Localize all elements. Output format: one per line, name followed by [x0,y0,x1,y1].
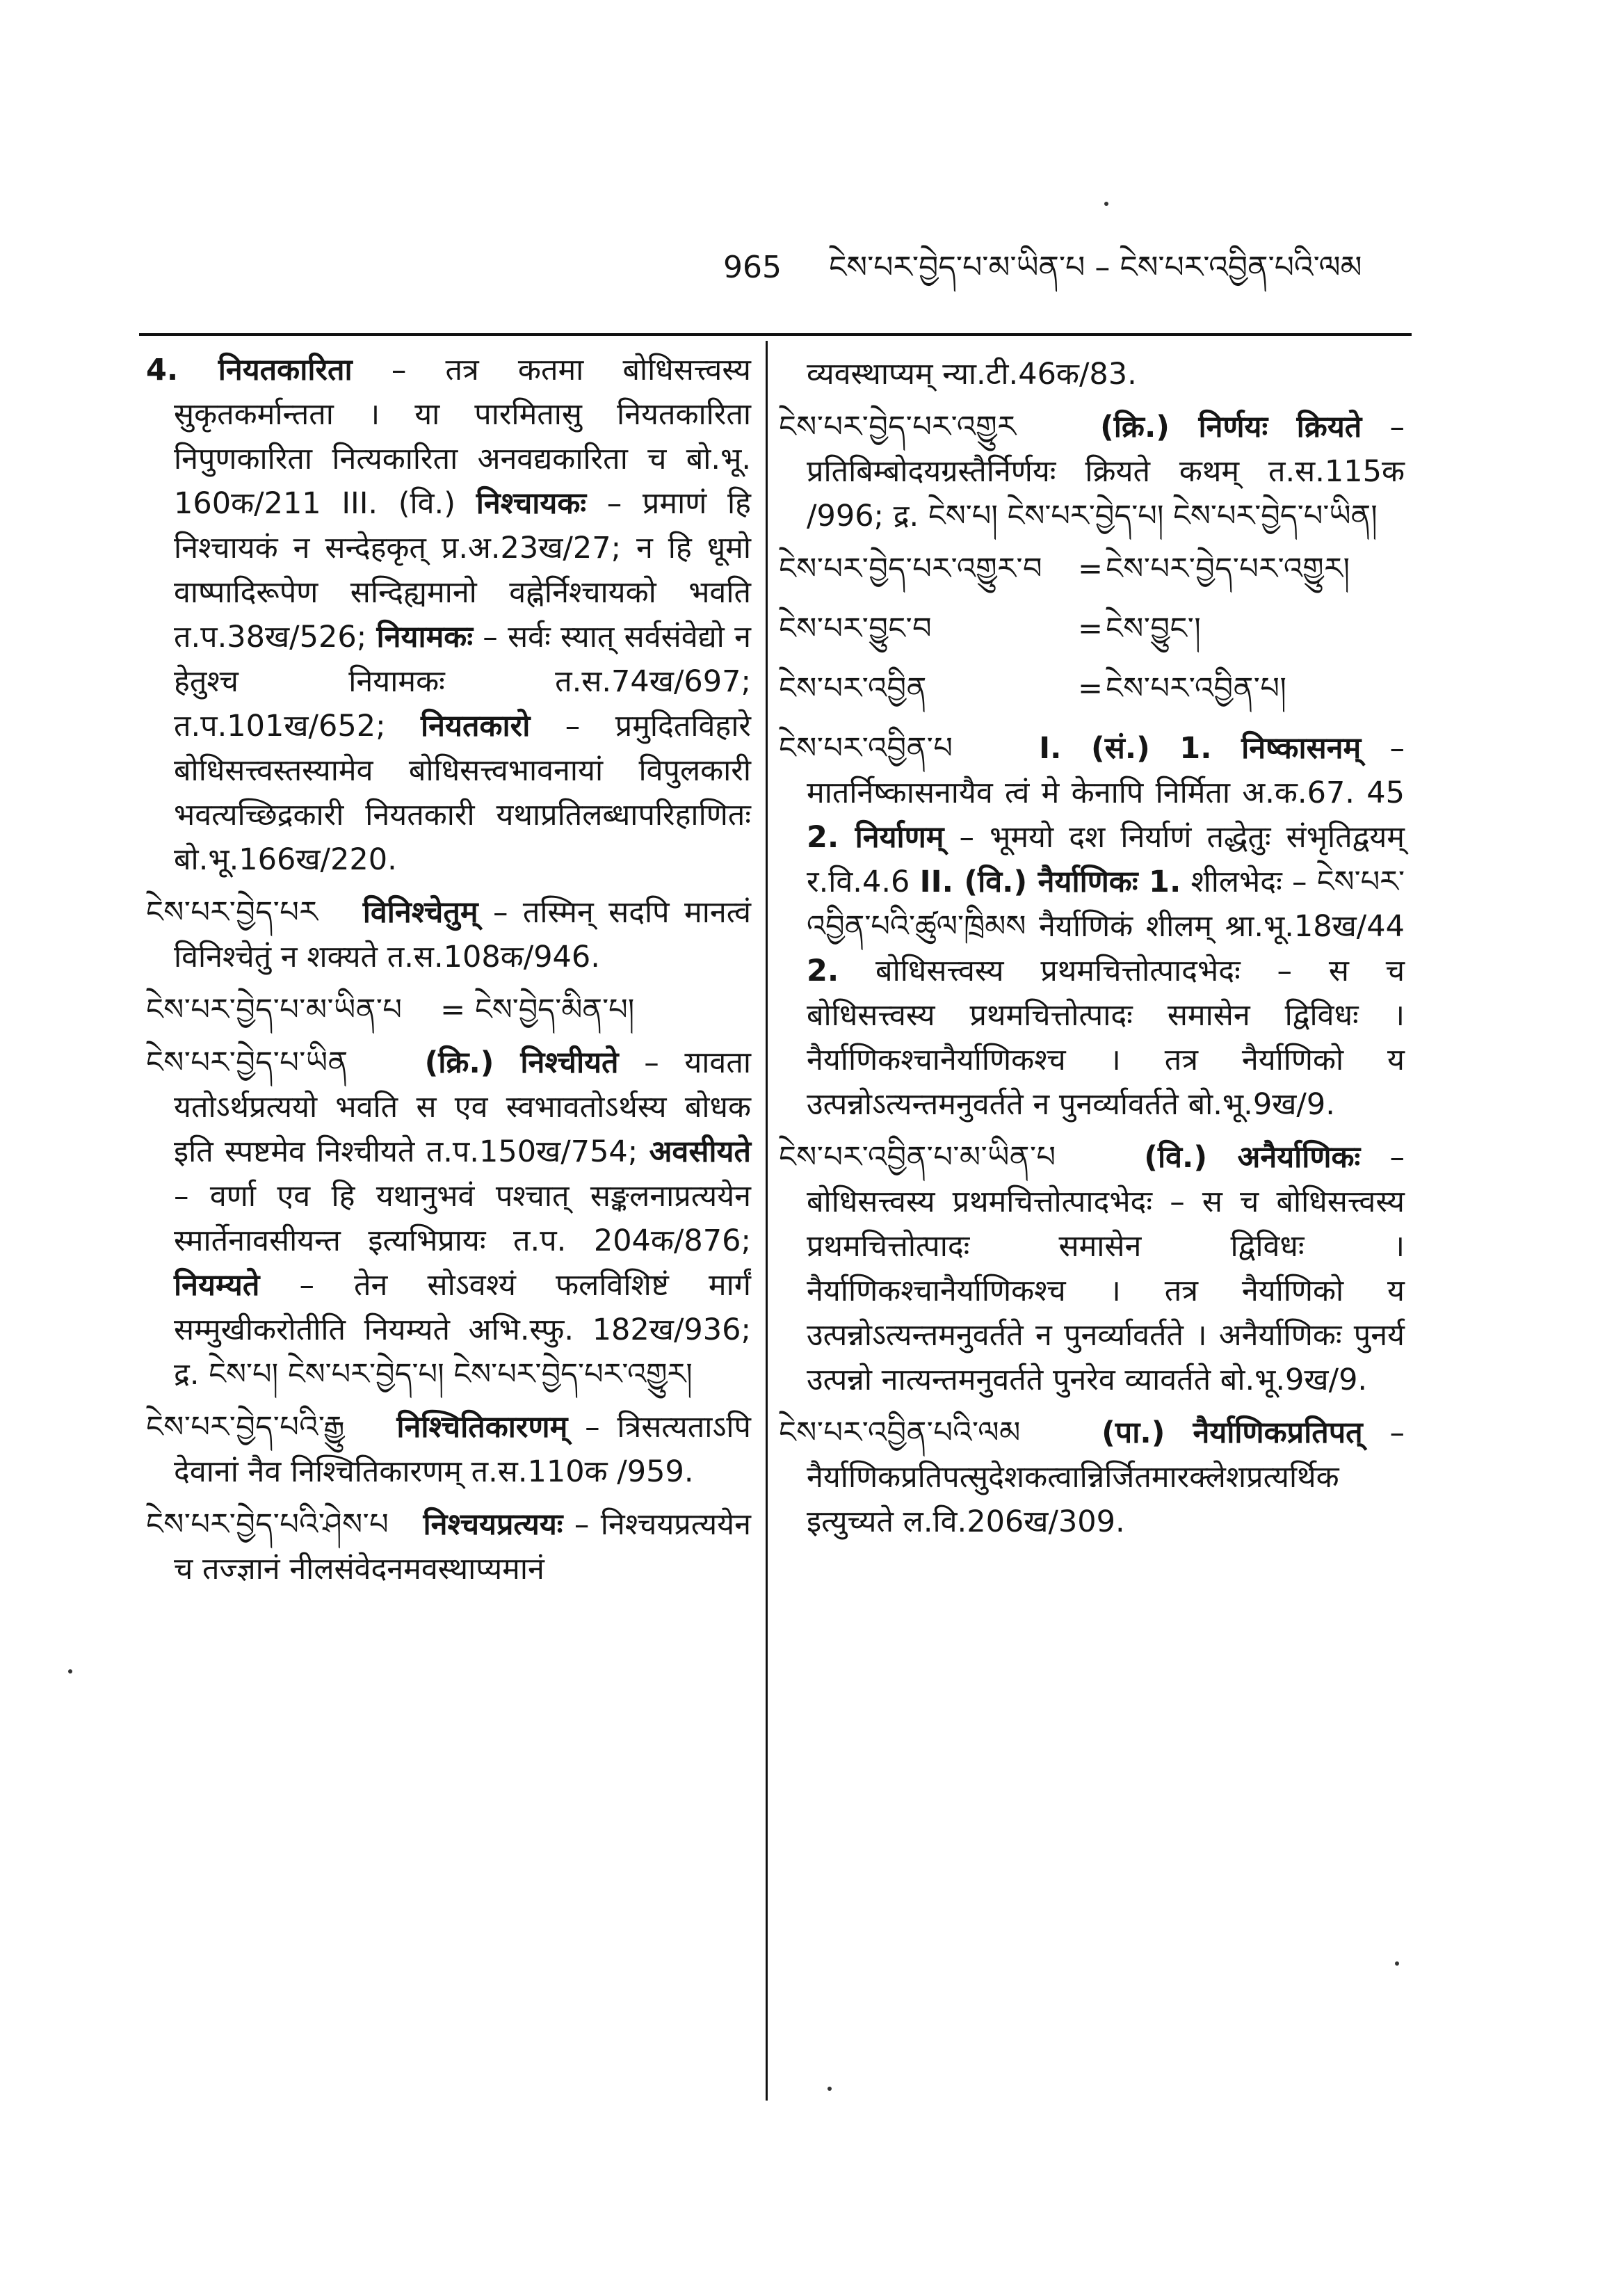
scan-speck [827,2087,832,2091]
entry-nishciyate: ངེས་པར་བྱེད་པ་ཡིན (क्रि.) निश्चीयते – यावता यतोऽर्थप्रत्ययो भवति स एव स्वभावतोऽर्थस्य बोधक इति स्पष्टमेव निश्चीयते त.प.150ख/754; अवसीयते – वर्णा एव हि यथानुभवं पश्चात् सङ्कलनाप्रत्ययेन स्मार्तेनावसीयन्त इत्यभिप्रायः त.प. 204क/876; नियम्यते – तेन सोऽवश्यं फलविशिष्टं मार्गं सम्मुखीकरोतीति नियम्यते अभि.स्फु. 182ख/936; द्र. ངེས་པ། ངེས་པར་བྱེད་པ། ངེས་པར་བྱེད་པར་འགྱུར། [146,1045,751,1392]
header-title: ངེས་པར་བྱེད་པ་མ་ཡིན་པ – ངེས་པར་འབྱིན་པའི་ལམ [828,250,1362,285]
entry-anairyanikah: ངེས་པར་འབྱིན་པ་མ་ཡིན་པ (वि.) अनैर्याणिकः – बोधिसत्त्वस्य प्रथमचित्तोत्पादभेदः – स च बोधिसत्त्वस्य प्रथमचित्तोत्पादः समासेन द्विविधः । नैर्याणिकश्चानैर्याणिकश्च । तत्र नैर्याणिको य उत्पन्नोऽत्यन्तमनुवर्तते न पुनर्व्यावर्तते । अनैर्याणिकः पुनर्य उत्पन्नो नात्यन्तमनुवर्तते पुनरेव व्यावर्तते बो.भू.9ख/9. [779,1140,1405,1397]
right-column [779,352,1405,1552]
continuation-line: व्यवस्थाप्यम् न्या.टी.46क/83. [807,357,1137,392]
equivalence-row: ངེས་པར་འབྱིན =ངེས་པར་འབྱིན་པ། [779,671,1287,706]
entry-nairyanikapratipat: ངེས་པར་འབྱིན་པའི་ལམ (पा.) नैर्याणिकप्रतिपत् – नैर्याणिकप्रतिपत्सुदेशकत्वान्निर्जितमारक्लेशप्रत्यर्थिक इत्युच्यते ल.वि.206ख/309. [779,1415,1405,1539]
equivalence-row: ངེས་པར་བྱེད་པར་འགྱུར་བ =ངེས་པར་བྱེད་པར་འགྱུར། [779,552,1350,586]
entry-cross-reference: ངེས་པར་བྱེད་པ་མ་ཡིན་པ = ངེས་བྱེད་མིན་པ། [146,993,635,1027]
scan-speck [1395,1961,1399,1966]
entry-vinishcetum: ངེས་པར་བྱེད་པར विनिश्चेतुम् – तस्मिन् सदपि मानत्वं विनिश्चेतुं न शक्यते त.स.108क/946. [146,895,751,974]
scan-speck [1104,202,1108,206]
equivalence-list [779,547,1405,711]
page-number: 965 [723,250,782,285]
left-column [146,348,751,1600]
entry-niyatakarita: 4. नियतकारिता – तत्र कतमा बोधिसत्त्वस्य सुकृतकर्मान्तता । या पारमितासु नियतकारिता निपुणकारिता नित्यकारिता अनवद्यकारिता च बो.भू. 160क/211 III. (वि.) निश्चायकः – प्रमाणं हि निश्चायकं न सन्देहकृत् प्र.अ.23ख/27; न हि धूमो वाष्पादिरूपेण सन्दिह्यमानो वह्नेर्निश्चायको भवति त.प.38ख/526; नियामकः – सर्वः स्यात् सर्वसंवेद्यो न हेतुश्च नियामकः त.स.74ख/697; त.प.101ख/652; नियतकारो – प्रमुदितविहारे बोधिसत्त्वस्तस्यामेव बोधिसत्त्वभावनायां विपुलकारी भवत्यच्छिद्रकारी नियतकारी यथाप्रतिलब्धापरिहाणितः बो.भू.166ख/220. [146,353,751,877]
scan-speck [68,1669,72,1673]
entry-nishcayapratyayah: ངེས་པར་བྱེད་པའི་ཤེས་པ निश्चयप्रत्ययः – निश्चयप्रत्ययेन च तज्ज्ञानं नीलसंवेदनमवस्थाप्यमानं [146,1507,751,1587]
header-rule [139,333,1412,336]
entry-nishkasanam: ངེས་པར་འབྱིན་པ I. (सं.) 1. निष्कासनम् – मातर्निष्कासनायैव त्वं मे केनापि निर्मिता अ.क.67. 45 2. निर्याणम् – भूमयो दश निर्याणं तद्धेतुः संभृतिद्वयम् र.वि.4.6 II. (वि.) नैर्याणिकः 1. शीलभेदः – ངེས་པར་འབྱིན་པའི་ཚུལ་ཁྲིམས नैर्याणिकं शीलम् श्रा.भू.18ख/44 2. बोधिसत्त्वस्य प्रथमचित्तोत्पादभेदः – स च बोधिसत्त्वस्य प्रथमचित्तोत्पादः समासेन द्विविधः । नैर्याणिकश्चानैर्याणिकश्च । तत्र नैर्याणिको य उत्पन्नोऽत्यन्तमनुवर्तते न पुनर्व्यावर्तते बो.भू.9ख/9. [779,731,1405,1122]
entry-nishcitikaranam: ངེས་པར་བྱེད་པའི་རྒྱུ निश्चितिकारणम् – त्रिसत्यताऽपि देवानां नैव निश्चितिकारणम् त.स.110क /959. [146,1410,751,1489]
equivalence-row: ངེས་པར་བྱུང་བ =ངེས་བྱུང་། [779,611,1202,646]
running-header [723,247,1419,289]
column-divider [766,341,768,2101]
entry-nirnayah-kriyate: ངེས་པར་བྱེད་པར་འགྱུར (क्रि.) निर्णयः क्रियते – प्रतिबिम्बोदयग्रस्तैर्निर्णयः क्रियते कथम् त.स.115क /996; द्र. ངེས་པ། ངེས་པར་བྱེད་པ། ངེས་པར་བྱེད་པ་ཡིན། [779,410,1405,533]
